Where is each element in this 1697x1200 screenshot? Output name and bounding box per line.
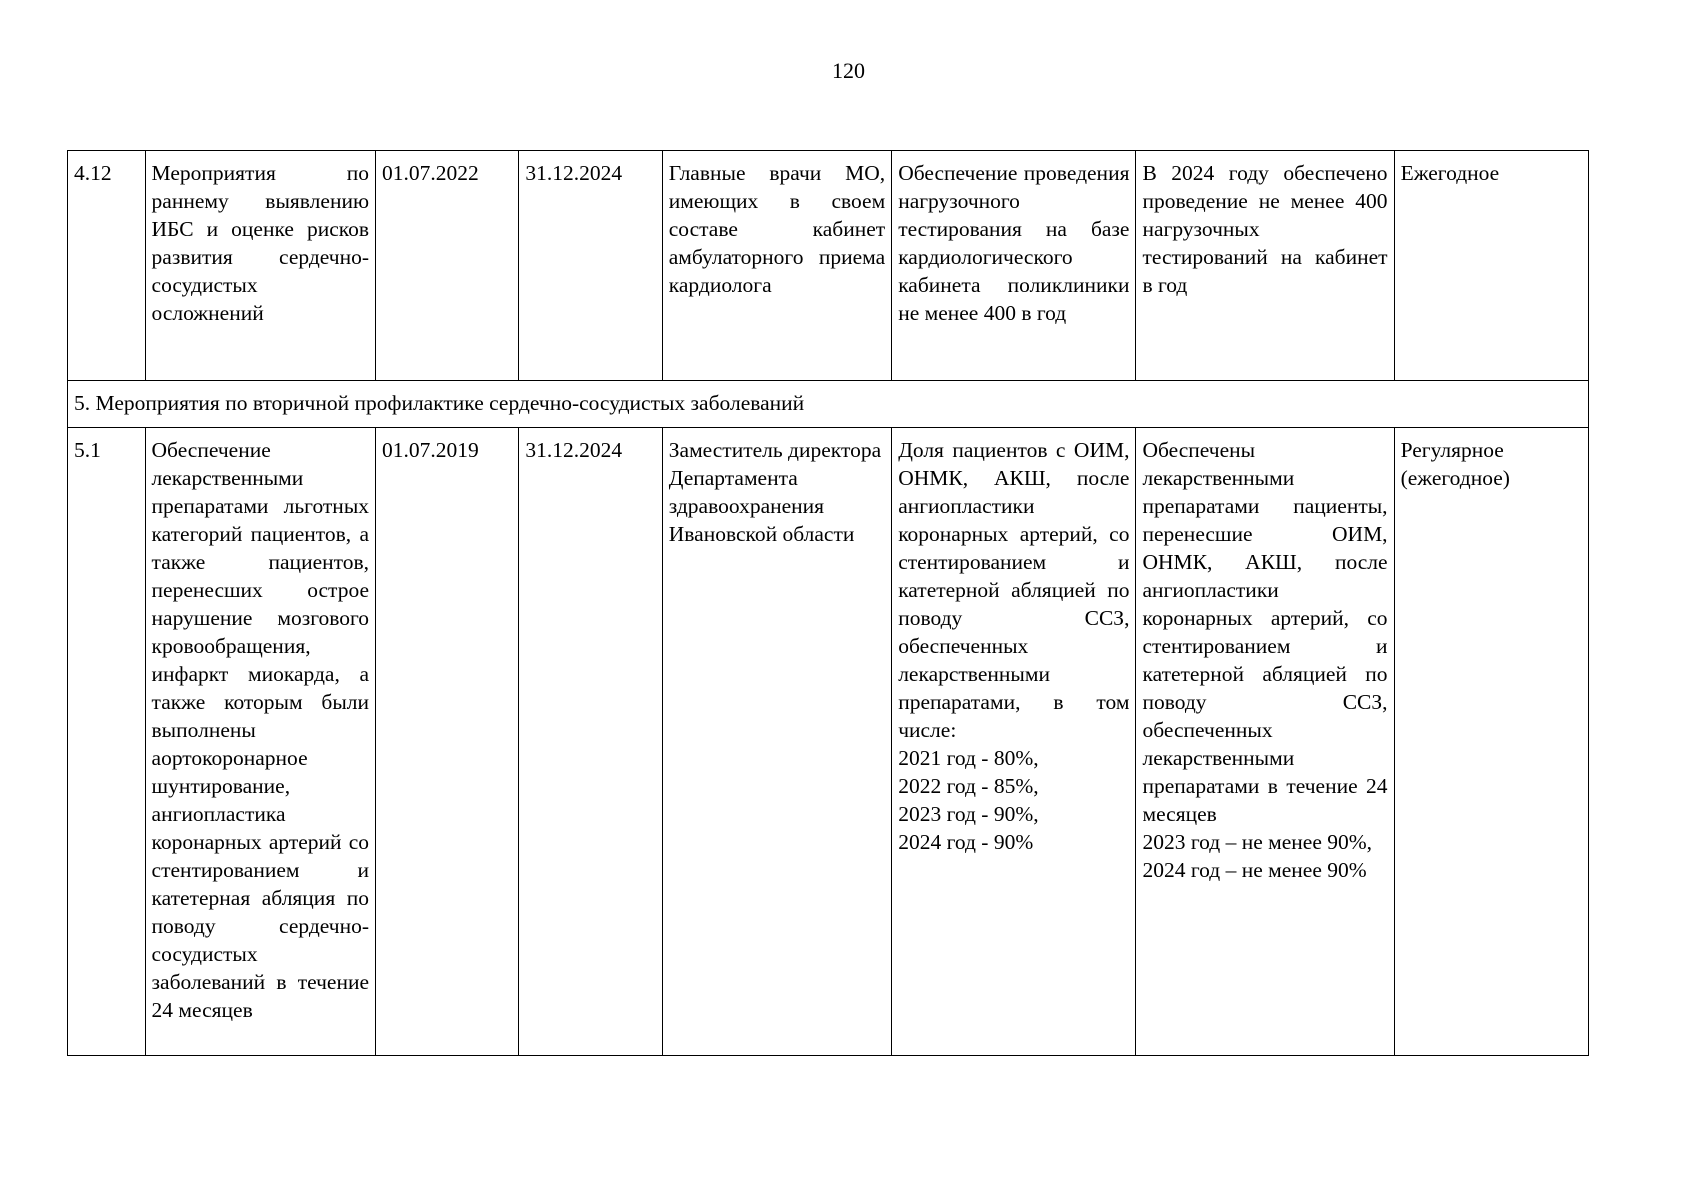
measure-name: Мероприятия по раннему выявлению ИБС и оценке рисков развития сердечно-сосудистых осложнений <box>145 151 375 381</box>
indicator-values: 2021 год - 80%, 2022 год - 85%, 2023 год - 90%, 2024 год - 90% <box>898 746 1039 854</box>
measures-table <box>67 150 1589 1056</box>
frequency: Регулярное (ежегодное) <box>1394 428 1588 1056</box>
end-date: 31.12.2024 <box>519 428 662 1056</box>
start-date: 01.07.2019 <box>376 428 519 1056</box>
indicator: Обеспечение проведения нагрузочного тестирования на базе кардиологического кабинета поликлиники не менее 400 в год <box>892 151 1136 381</box>
frequency: Ежегодное <box>1394 151 1588 381</box>
table-row <box>68 151 1589 381</box>
table-row <box>68 428 1589 1056</box>
measure-name: Обеспечение лекарственными препаратами льготных категорий пациентов, а также пациентов, перенесших острое нарушение мозгового кровообращения, инфаркт миокарда, а также которым были выполнены аортокоронарное шунтирование, ангиопластика коронарных артерий со стентированием и катетерная абляция по поводу сердечно-сосудистых заболеваний в течение 24 месяцев <box>145 428 375 1056</box>
indicator: Доля пациентов с ОИМ, ОНМК, АКШ, после ангиопластики коронарных артерий, со стентированием и катетерной абляцией по поводу ССЗ, обеспеченных лекарственными препаратами, в том числе: <box>898 438 1130 742</box>
result-2024: 2024 год – не менее 90% <box>1142 858 1367 882</box>
page-number: 120 <box>832 58 865 83</box>
responsible: Заместитель директора Департамента здравоохранения Ивановской области <box>662 428 891 1056</box>
result-2023: 2023 год – не менее 90%, <box>1142 830 1373 854</box>
result-cell <box>1136 428 1394 1056</box>
start-date: 01.07.2022 <box>376 151 519 381</box>
end-date: 31.12.2024 <box>519 151 662 381</box>
section-title: 5. Мероприятия по вторичной профилактике сердечно-сосудистых заболеваний <box>68 381 1589 428</box>
responsible: Главные врачи МО, имеющих в своем составе кабинет амбулаторного приема кардиолога <box>662 151 891 381</box>
result: Обеспечены лекарственными препаратами пациенты, перенесшие ОИМ, ОНМК, АКШ, после ангиопластики коронарных артерий, со стентированием и катетерной абляцией по поводу ССЗ, обеспеченных лекарственными препаратами в течение 24 месяцев <box>1142 438 1388 826</box>
indicator-cell <box>892 428 1136 1056</box>
section-row <box>68 381 1589 428</box>
row-number: 5.1 <box>68 428 146 1056</box>
result: В 2024 году обеспечено проведение не менее 400 нагрузочных тестирований на кабинет в год <box>1136 151 1394 381</box>
row-number: 4.12 <box>68 151 146 381</box>
